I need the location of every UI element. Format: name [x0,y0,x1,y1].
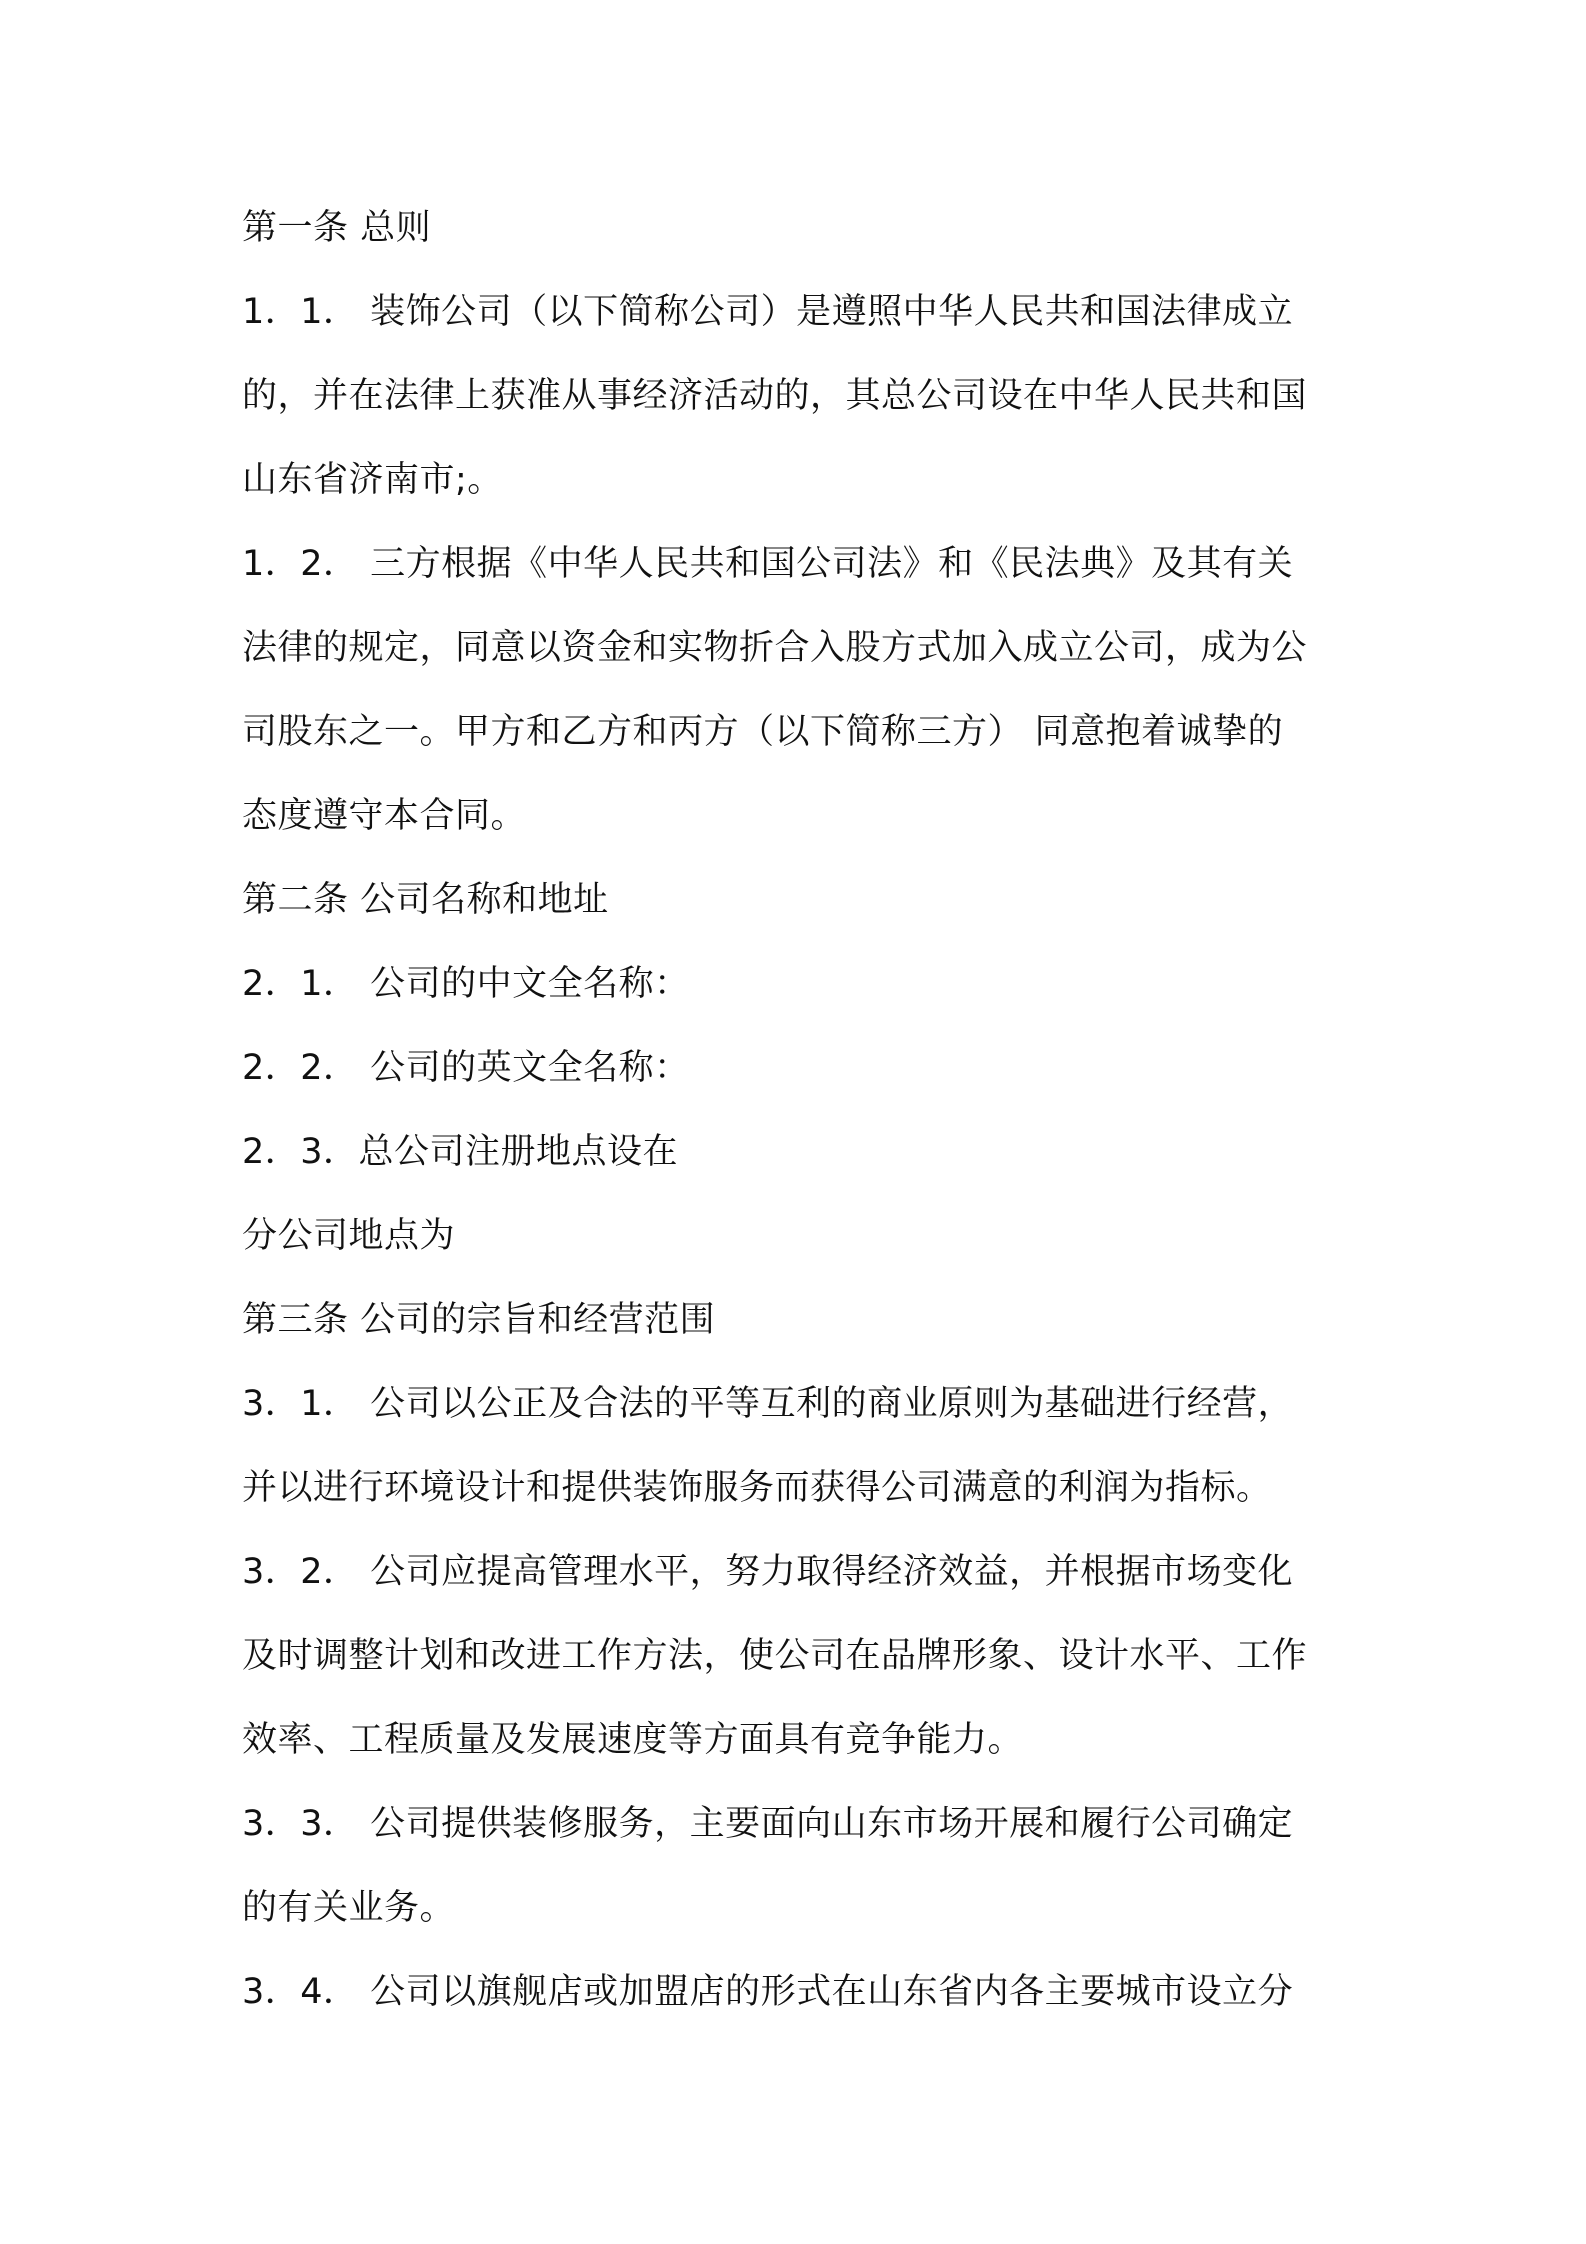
paragraph-line: 司股东之一。甲方和乙方和丙方（以下简称三方） 同意抱着诚挚的 [242,712,1284,752]
paragraph-line: 3．2． 公司应提高管理水平，努力取得经济效益，并根据市场变化 [242,1552,1294,1592]
paragraph-line: 的，并在法律上获准从事经济活动的，其总公司设在中华人民共和国 [242,376,1308,416]
paragraph-line: 3．3． 公司提供装修服务，主要面向山东市场开展和履行公司确定 [242,1804,1294,1844]
paragraph-line: 效率、工程质量及发展速度等方面具有竞争能力。 [242,1720,1024,1760]
paragraph-line: 山东省济南市;。 [242,460,503,500]
paragraph-line: 3．4． 公司以旗舰店或加盟店的形式在山东省内各主要城市设立分 [242,1972,1294,2012]
section-heading: 第一条 总则 [242,208,432,248]
paragraph-line: 1．2． 三方根据《中华人民共和国公司法》和《民法典》及其有关 [242,544,1294,584]
paragraph-line: 及时调整计划和改进工作方法，使公司在品牌形象、设计水平、工作 [242,1636,1308,1676]
section-heading: 第三条 公司的宗旨和经营范围 [242,1300,716,1340]
paragraph-line: 2．3．总公司注册地点设在 [242,1132,679,1172]
paragraph-line: 2．2． 公司的英文全名称： [242,1048,690,1088]
paragraph-line: 3．1． 公司以公正及合法的平等互利的商业原则为基础进行经营， [242,1384,1294,1424]
paragraph-line: 分公司地点为 [242,1216,456,1256]
paragraph-line: 并以进行环境设计和提供装饰服务而获得公司满意的利润为指标。 [242,1468,1272,1508]
paragraph-line: 2．1． 公司的中文全名称： [242,964,690,1004]
section-heading: 第二条 公司名称和地址 [242,880,609,920]
paragraph-line: 法律的规定，同意以资金和实物折合入股方式加入成立公司，成为公 [242,628,1308,668]
paragraph-line: 1．1． 装饰公司（以下简称公司）是遵照中华人民共和国法律成立 [242,292,1294,332]
paragraph-line: 的有关业务。 [242,1888,456,1928]
paragraph-line: 态度遵守本合同。 [242,796,527,836]
